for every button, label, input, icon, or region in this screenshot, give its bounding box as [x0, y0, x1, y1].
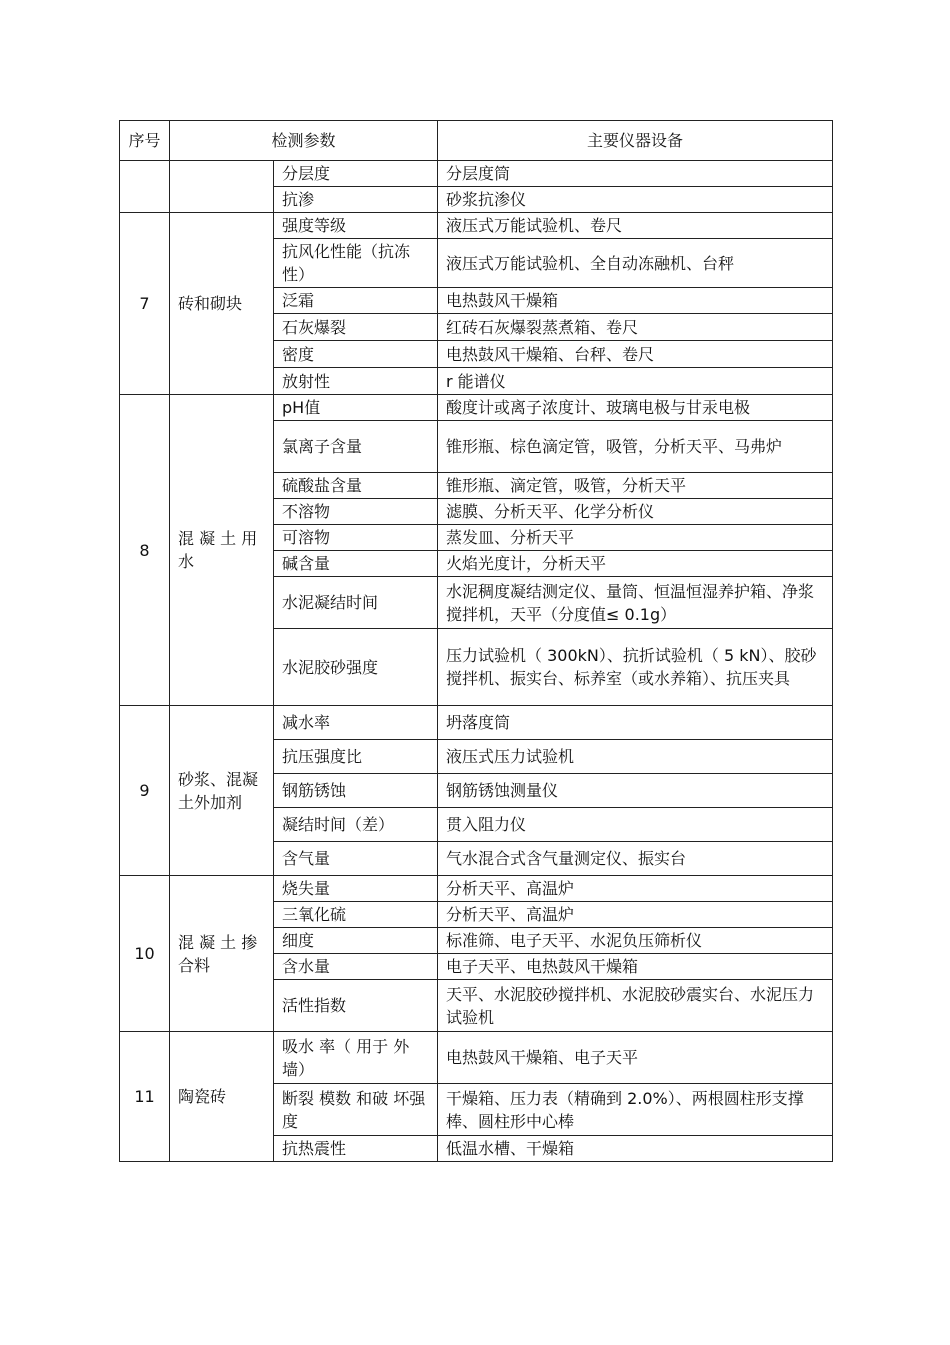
- param-cell: 抗压强度比: [274, 740, 438, 774]
- header-row: [120, 121, 833, 161]
- param-cell: 断裂 模数 和破 坏强度: [274, 1084, 438, 1136]
- group-number: 10: [120, 876, 170, 1032]
- equipment-cell: 标准筛、电子天平、水泥负压筛析仪: [438, 928, 833, 954]
- equipment-cell: 天平、水泥胶砂搅拌机、水泥胶砂震实台、水泥压力试验机: [438, 980, 833, 1032]
- group-category: 砂浆、混凝土外加剂: [170, 706, 274, 876]
- table-body: [120, 161, 833, 1162]
- param-cell: 抗热震性: [274, 1136, 438, 1162]
- equipment-cell: 干燥箱、压力表（精确到 2.0%）、两根圆柱形支撑棒、圆柱形中心棒: [438, 1084, 833, 1136]
- param-cell: 三氧化硫: [274, 902, 438, 928]
- param-cell: 含气量: [274, 842, 438, 876]
- group-number: 8: [120, 395, 170, 706]
- equipment-cell: 分析天平、高温炉: [438, 876, 833, 902]
- equipment-cell: 滤膜、分析天平、化学分析仪: [438, 499, 833, 525]
- param-cell: 含水量: [274, 954, 438, 980]
- param-cell: 抗渗: [274, 187, 438, 213]
- equipment-cell: 液压式万能试验机、卷尺: [438, 213, 833, 239]
- group-category: [170, 161, 274, 213]
- param-cell: 减水率: [274, 706, 438, 740]
- param-cell: 碱含量: [274, 551, 438, 577]
- equipment-cell: 钢筋锈蚀测量仪: [438, 774, 833, 808]
- param-cell: 放射性: [274, 368, 438, 395]
- equipment-table: [119, 120, 833, 1162]
- table-row: [120, 395, 833, 421]
- equipment-cell: 贯入阻力仪: [438, 808, 833, 842]
- equipment-cell: 电热鼓风干燥箱: [438, 288, 833, 314]
- param-cell: 密度: [274, 341, 438, 368]
- param-cell: 氯离子含量: [274, 421, 438, 473]
- param-cell: 水泥凝结时间: [274, 577, 438, 629]
- equipment-cell: r 能谱仪: [438, 368, 833, 395]
- table-row: [120, 706, 833, 740]
- param-cell: 活性指数: [274, 980, 438, 1032]
- group-category: 砖和砌块: [170, 213, 274, 395]
- equipment-cell: 坍落度筒: [438, 706, 833, 740]
- group-category: 混 凝 土 用水: [170, 395, 274, 706]
- equipment-cell: 酸度计或离子浓度计、玻璃电极与甘汞电极: [438, 395, 833, 421]
- group-category: 混 凝 土 掺合料: [170, 876, 274, 1032]
- table-row: [120, 161, 833, 187]
- param-cell: 可溶物: [274, 525, 438, 551]
- param-cell: 抗风化性能（抗冻性）: [274, 239, 438, 288]
- table-row: [120, 876, 833, 902]
- equipment-cell: 液压式压力试验机: [438, 740, 833, 774]
- param-cell: 水泥胶砂强度: [274, 629, 438, 706]
- equipment-cell: 液压式万能试验机、全自动冻融机、台秤: [438, 239, 833, 288]
- param-cell: 细度: [274, 928, 438, 954]
- header-seq: 序号: [120, 121, 170, 161]
- equipment-cell: 气水混合式含气量测定仪、振实台: [438, 842, 833, 876]
- param-cell: pH值: [274, 395, 438, 421]
- equipment-cell: 蒸发皿、分析天平: [438, 525, 833, 551]
- equipment-cell: 分层度筒: [438, 161, 833, 187]
- group-number: 9: [120, 706, 170, 876]
- equipment-cell: 锥形瓶、滴定管，吸管，分析天平: [438, 473, 833, 499]
- param-cell: 强度等级: [274, 213, 438, 239]
- param-cell: 烧失量: [274, 876, 438, 902]
- header-equipment: 主要仪器设备: [438, 121, 833, 161]
- param-cell: 分层度: [274, 161, 438, 187]
- equipment-cell: 水泥稠度凝结测定仪、量筒、恒温恒湿养护箱、净浆搅拌机，天平（分度值≤ 0.1g）: [438, 577, 833, 629]
- table-row: [120, 213, 833, 239]
- equipment-cell: 电热鼓风干燥箱、台秤、卷尺: [438, 341, 833, 368]
- equipment-cell: 火焰光度计，分析天平: [438, 551, 833, 577]
- table-row: [120, 1032, 833, 1084]
- group-number: [120, 161, 170, 213]
- param-cell: 凝结时间（差）: [274, 808, 438, 842]
- param-cell: 石灰爆裂: [274, 314, 438, 341]
- param-cell: 不溶物: [274, 499, 438, 525]
- param-cell: 泛霜: [274, 288, 438, 314]
- param-cell: 钢筋锈蚀: [274, 774, 438, 808]
- equipment-cell: 低温水槽、干燥箱: [438, 1136, 833, 1162]
- equipment-cell: 红砖石灰爆裂蒸煮箱、卷尺: [438, 314, 833, 341]
- param-cell: 硫酸盐含量: [274, 473, 438, 499]
- param-cell: 吸水 率（ 用于 外墙）: [274, 1032, 438, 1084]
- equipment-cell: 砂浆抗渗仪: [438, 187, 833, 213]
- group-number: 11: [120, 1032, 170, 1162]
- header-param: 检测参数: [170, 121, 438, 161]
- equipment-cell: 压力试验机（ 300kN）、抗折试验机（ 5 kN）、胶砂搅拌机、振实台、标养室（或水养箱）、抗压夹具: [438, 629, 833, 706]
- group-number: 7: [120, 213, 170, 395]
- equipment-cell: 分析天平、高温炉: [438, 902, 833, 928]
- group-category: 陶瓷砖: [170, 1032, 274, 1162]
- equipment-cell: 锥形瓶、棕色滴定管，吸管，分析天平、马弗炉: [438, 421, 833, 473]
- equipment-cell: 电热鼓风干燥箱、电子天平: [438, 1032, 833, 1084]
- equipment-cell: 电子天平、电热鼓风干燥箱: [438, 954, 833, 980]
